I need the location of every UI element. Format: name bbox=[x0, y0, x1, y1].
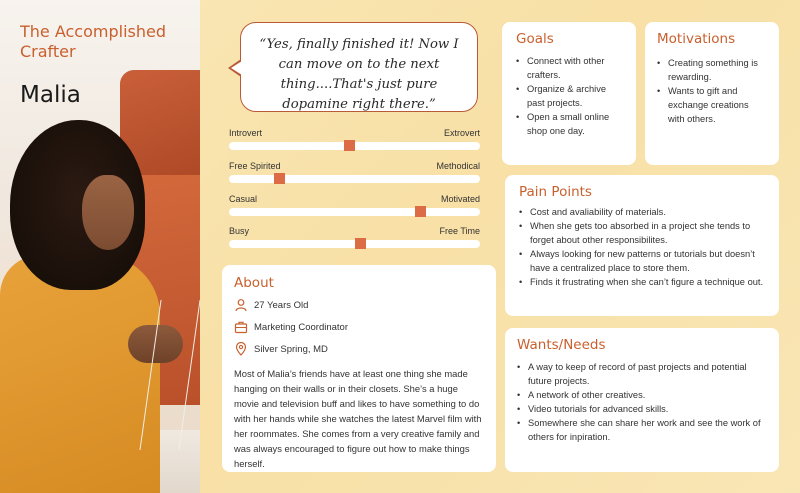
list-item: • Organize & archive past projects. bbox=[516, 82, 624, 110]
trait-slider-introvert bbox=[229, 128, 480, 152]
motivations-list bbox=[657, 56, 767, 126]
trait-slider-busy bbox=[229, 226, 480, 250]
wants-needs-list bbox=[517, 360, 767, 444]
job-row bbox=[234, 316, 484, 338]
trait-slider-casual bbox=[229, 194, 480, 218]
job-text: Marketing Coordinator bbox=[254, 321, 348, 333]
goals-card bbox=[502, 22, 636, 165]
wants-needs-heading: Wants/Needs bbox=[517, 337, 606, 353]
about-bio: Most of Malia’s friends have at least one thing she made hanging on their walls or in their closets. She’s a huge movie and television buff and likes to have something to do with her hands while she watches the latest Marvel film with her roommates. She comes from a very creative family and was always encouraged to figure out how to make things herself. bbox=[234, 368, 482, 469]
wants-needs-card bbox=[505, 328, 779, 472]
location-pin-icon bbox=[234, 342, 248, 356]
location-row bbox=[234, 338, 484, 360]
slider-right-label: Motivated bbox=[440, 194, 480, 204]
list-item: • Finds it frustrating when she can’t figure a technique out. bbox=[519, 275, 767, 289]
slider-left-label: Busy bbox=[229, 226, 250, 236]
about-card bbox=[222, 265, 496, 472]
slider-right-label: Extrovert bbox=[443, 128, 480, 138]
persona-photo bbox=[0, 0, 200, 493]
age-text: 27 Years Old bbox=[254, 299, 309, 311]
slider-knob bbox=[344, 140, 355, 151]
goals-list bbox=[516, 54, 624, 138]
pain-points-card bbox=[505, 175, 779, 316]
slider-track bbox=[229, 208, 480, 216]
slider-right-label: Methodical bbox=[436, 161, 480, 171]
person-icon bbox=[234, 298, 248, 312]
pain-points-list bbox=[519, 205, 767, 289]
slider-right-label: Free Time bbox=[439, 226, 480, 236]
list-item: • Always looking for new patterns or tutorials but doesn’t have a centralized place to store them. bbox=[519, 247, 767, 275]
slider-left-label: Free Spirited bbox=[229, 161, 281, 171]
slider-knob bbox=[355, 238, 366, 249]
list-item: • Wants to gift and exchange creations with others. bbox=[657, 84, 767, 126]
motivations-card bbox=[645, 22, 779, 165]
quote-bubble bbox=[240, 22, 478, 112]
list-item: • Cost and avaliability of materials. bbox=[519, 205, 767, 219]
list-item: • Video tutorials for advanced skills. bbox=[517, 402, 767, 416]
pain-points-heading: Pain Points bbox=[519, 184, 592, 200]
slider-knob bbox=[274, 173, 285, 184]
age-row bbox=[234, 294, 484, 316]
location-text: Silver Spring, MD bbox=[254, 343, 328, 355]
goals-heading: Goals bbox=[516, 31, 554, 47]
motivations-heading: Motivations bbox=[657, 31, 736, 47]
slider-left-label: Introvert bbox=[229, 128, 263, 138]
persona-subtitle: The Accomplished Crafter bbox=[20, 22, 166, 61]
persona-name: Malia bbox=[20, 82, 81, 108]
trait-slider-free-spirited bbox=[229, 161, 480, 185]
list-item: • A network of other creatives. bbox=[517, 388, 767, 402]
list-item: • Creating something is rewarding. bbox=[657, 56, 767, 84]
quote-text: “Yes, finally finished it! Now I can move on to the next thing....That's just pure dopamine right there.” bbox=[259, 37, 459, 112]
list-item: • Open a small online shop one day. bbox=[516, 110, 624, 138]
list-item: • Connect with other crafters. bbox=[516, 54, 624, 82]
list-item: • A way to keep of record of past projects and potential future projects. bbox=[517, 360, 767, 388]
about-heading: About bbox=[234, 275, 274, 291]
list-item: • Somewhere she can share her work and see the work of others for inpiration. bbox=[517, 416, 767, 444]
slider-knob bbox=[415, 206, 426, 217]
slider-left-label: Casual bbox=[229, 194, 258, 204]
list-item: • When she gets too absorbed in a project she tends to forget about other responsibilites. bbox=[519, 219, 767, 247]
briefcase-icon bbox=[234, 320, 248, 334]
slider-track bbox=[229, 175, 480, 183]
